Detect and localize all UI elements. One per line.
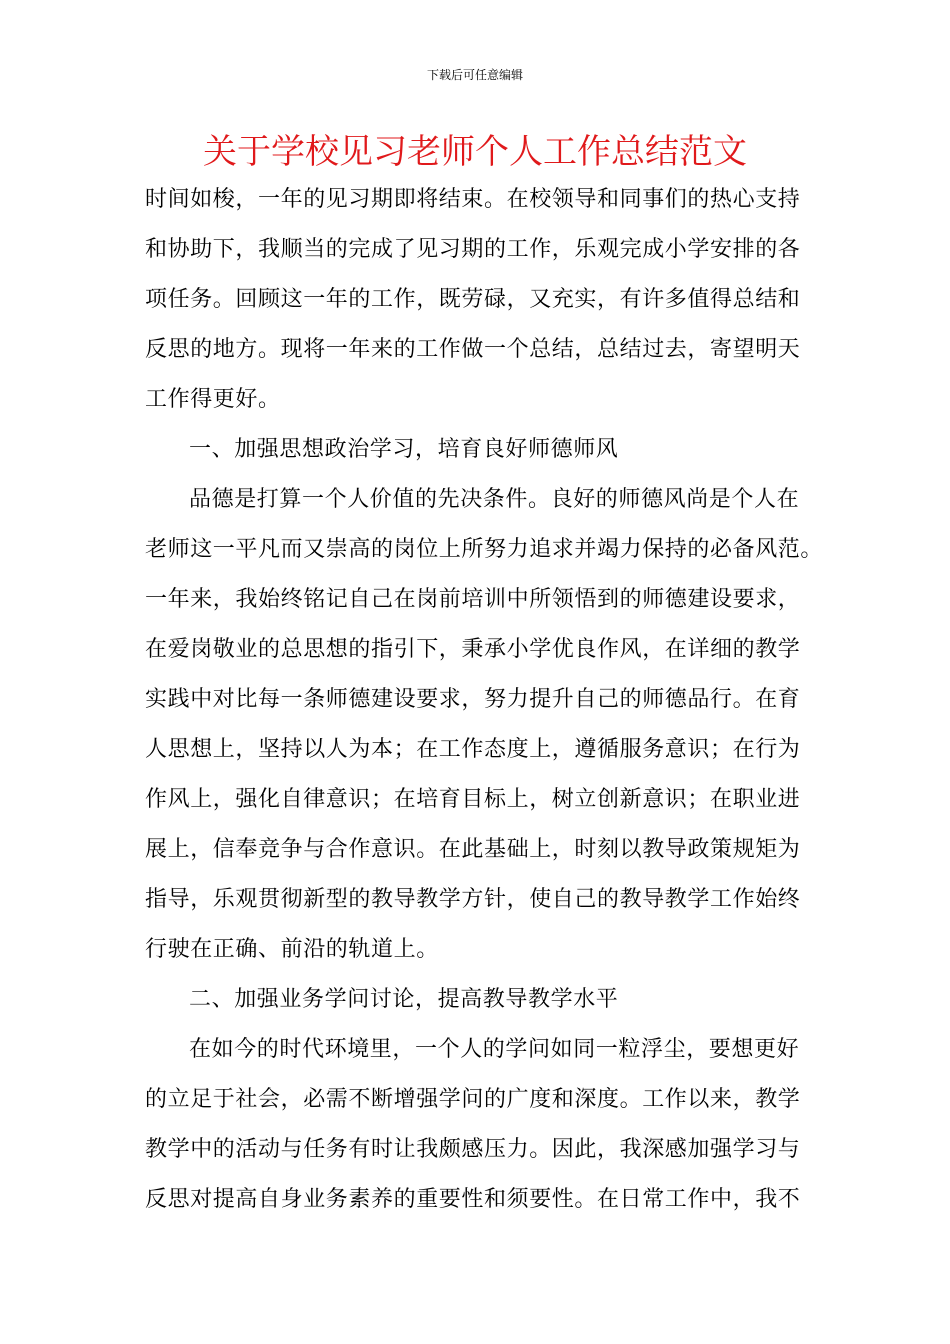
paragraph-ethics [145,475,824,975]
header-note: 下载后可任意编辑 [426,68,523,82]
text-line: 人思想上，坚持以人为本；在工作态度上，遵循服务意识；在行为 [145,737,801,762]
text-line: 一年来，我始终铭记自己在岗前培训中所领悟到的师德建设要求， [145,587,801,612]
text-line: 实践中对比每一条师德建设要求，努力提升自己的师德品行。在育 [145,687,801,712]
text-line: 二、加强业务学问讨论，提高教导教学水平 [189,987,619,1012]
section-heading-1 [145,425,810,475]
text-line: 品德是打算一个人价值的先决条件。良好的师德风尚是个人在 [189,487,800,512]
text-line: 在如今的时代环境里，一个人的学问如同一粒浮尘，要想更好 [189,1037,800,1062]
text-line: 一、加强思想政治学习，培育良好师德师风 [189,437,619,462]
text-line: 指导，乐观贯彻新型的教导教学方针，使自己的教导教学工作始终 [145,887,801,912]
paragraph-intro [145,175,810,425]
text-line: 作风上，强化自律意识；在培育目标上，树立创新意识；在职业进 [145,787,801,812]
section-heading-2 [145,975,810,1025]
document-body [145,175,824,1225]
document-title: 关于学校见习老师个人工作总结范文 [203,132,747,172]
text-line: 教学中的活动与任务有时让我颇感压力。因此，我深感加强学习与 [145,1137,801,1162]
text-line: 反思对提高自身业务素养的重要性和须要性。在日常工作中，我不 [145,1187,801,1212]
text-line: 和协助下，我顺当的完成了见习期的工作，乐观完成小学安排的各 [145,237,801,262]
text-line: 老师这一平凡而又崇高的岗位上所努力追求并竭力保持的必备风范。 [145,537,824,562]
text-line: 在爱岗敬业的总思想的指引下，秉承小学优良作风，在详细的教学 [145,637,801,662]
paragraph-study [145,1025,810,1225]
text-line: 工作得更好。 [145,387,281,412]
text-line: 项任务。回顾这一年的工作，既劳碌，又充实，有许多值得总结和 [145,287,801,312]
text-line: 展上，信奉竞争与合作意识。在此基础上，时刻以教导政策规矩为 [145,837,801,862]
text-line: 行驶在正确、前沿的轨道上。 [145,937,439,962]
text-line: 时间如梭，一年的见习期即将结束。在校领导和同事们的热心支持 [145,187,801,212]
text-line: 反思的地方。现将一年来的工作做一个总结，总结过去，寄望明天 [145,337,801,362]
text-line: 的立足于社会，必需不断增强学问的广度和深度。工作以来，教学 [145,1087,801,1112]
